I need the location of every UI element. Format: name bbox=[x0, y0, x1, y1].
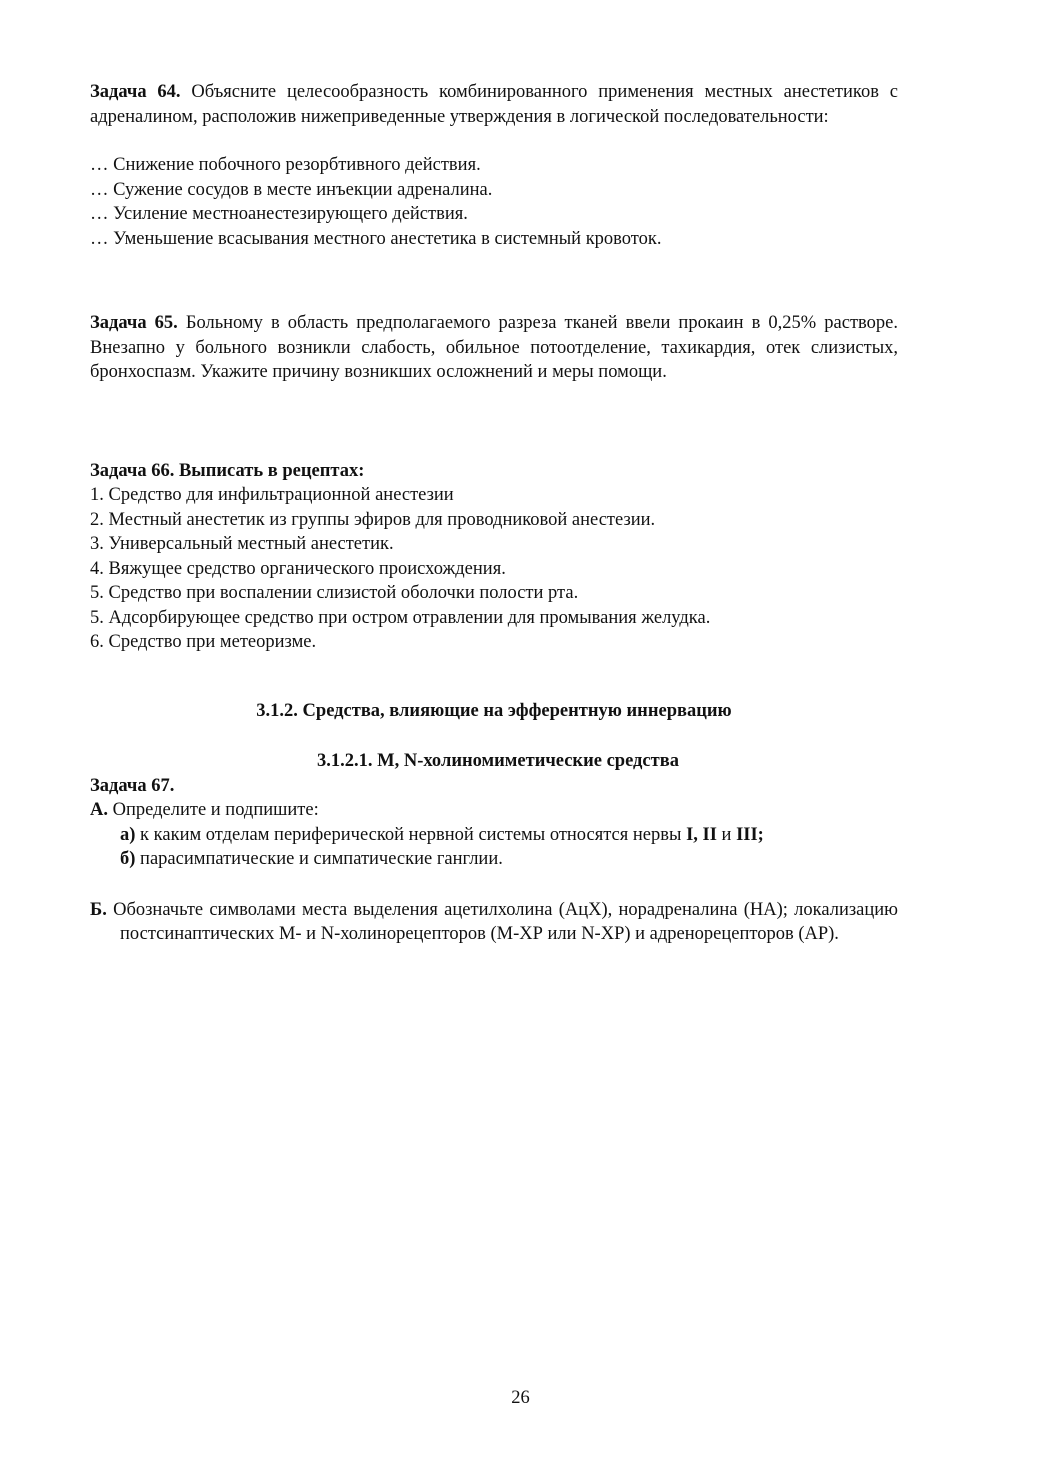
task67-part-a bbox=[90, 798, 898, 823]
task67-a-label: А. bbox=[90, 800, 108, 820]
task66-list bbox=[90, 483, 898, 655]
list-item: … Уменьшение всасывания местного анестетика в системный кровоток. bbox=[90, 228, 662, 249]
section-title: 3.1.2. Средства, влияющие на эфферентную иннервацию bbox=[256, 700, 732, 721]
task67-part-b bbox=[90, 898, 898, 947]
task65-paragraph bbox=[90, 311, 898, 385]
task64-label: Задача 64. bbox=[90, 82, 181, 102]
task65-text: Больному в область предполагаемого разреза тканей ввели прокаин в 0,25% растворе. Внезапно у больного возникли слабость, обильное потоотделение, тахикардия, отек слизистых, бронхоспазм. Укажите причину возникших осложнений и меры помощи. bbox=[90, 313, 898, 382]
task67-a2: б) парасимпатические и симпатические ганглии. bbox=[120, 849, 503, 869]
page-number: 26 bbox=[511, 1388, 530, 1408]
list-item: 5. Адсорбирующее средство при остром отравлении для промывания желудка. bbox=[90, 607, 711, 628]
list-item: … Снижение побочного резорбтивного действия. bbox=[90, 155, 481, 175]
list-item: 4. Вяжущее средство органического происхождения. bbox=[90, 558, 506, 579]
task64-list bbox=[90, 153, 898, 251]
task67-b-label: Б. bbox=[90, 899, 107, 920]
section-subtitle: 3.1.2.1. М, N-холиномиметические средства bbox=[317, 751, 679, 771]
list-item: … Усиление местноанестезирующего действия. bbox=[90, 204, 468, 224]
task67-b-text: Обозначьте символами места выделения ацетилхолина (АцХ), норадреналина (НА); локализацию постсинаптических М- и N-холинорецепторов (М-ХР или N-ХР) и адренорецепторов (АР). bbox=[106, 899, 898, 944]
page-content bbox=[90, 80, 898, 947]
task67-a1: а) к каким отделам периферической нервной системы относятся нервы I, II и III; bbox=[120, 824, 764, 845]
list-item: … Сужение сосудов в месте инъекции адреналина. bbox=[90, 179, 493, 200]
list-item: 2. Местный анестетик из группы эфиров для проводниковой анестезии. bbox=[90, 509, 656, 530]
task64-paragraph bbox=[90, 80, 898, 129]
list-item: 1. Средство для инфильтрационной анестезии bbox=[90, 485, 454, 505]
task65-label: Задача 65. bbox=[90, 313, 178, 333]
list-item: 5. Средство при воспалении слизистой оболочки полости рта. bbox=[90, 583, 579, 603]
task67-label: Задача 67. bbox=[90, 775, 175, 796]
task64-text: Объясните целесообразность комбинированного применения местных анестетиков с адреналином, расположив нижеприведенные утверждения в логической последовательности: bbox=[90, 82, 898, 127]
list-item: 6. Средство при метеоризме. bbox=[90, 632, 317, 652]
task66-heading: Задача 66. Выписать в рецептах: bbox=[90, 460, 365, 481]
task67-a-text: Определите и подпишите: bbox=[108, 800, 319, 820]
list-item: 3. Универсальный местный анестетик. bbox=[90, 534, 394, 554]
